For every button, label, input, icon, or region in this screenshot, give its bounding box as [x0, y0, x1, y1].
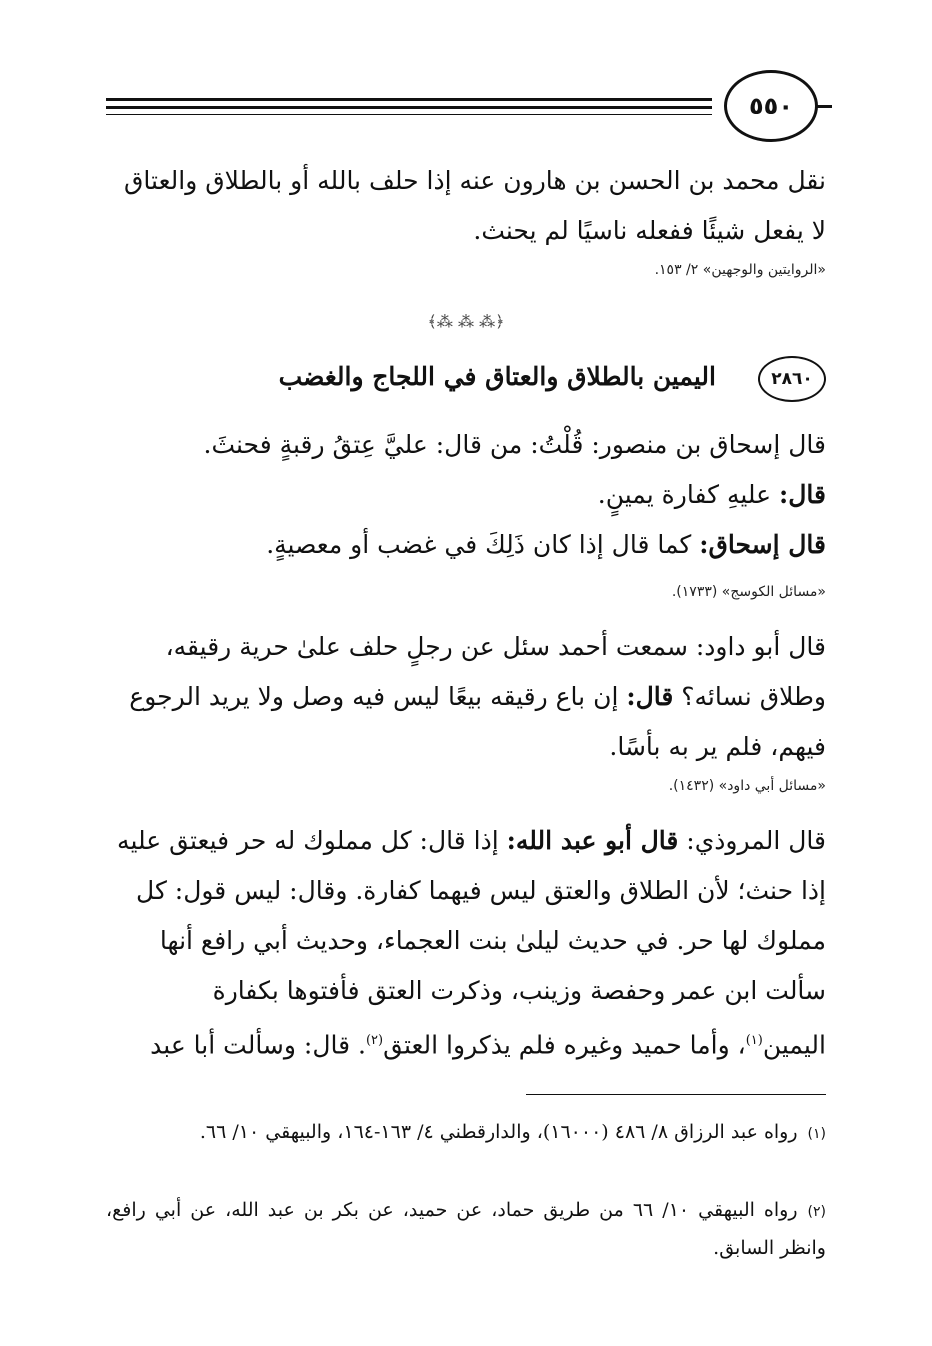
- footnote-ref[interactable]: (١): [745, 1033, 763, 1048]
- ornament-divider: ﴿⁂ ⁂ ⁂﴾: [427, 312, 505, 331]
- text-line: قال إسحاق بن منصور: قُلْتُ: من قال: عليَّ عِتقُ رقبةٍ فحنثَ.: [203, 430, 826, 459]
- paragraph-3: [106, 622, 826, 772]
- text-line: [106, 470, 826, 520]
- text-span: قال المروذي:: [678, 826, 826, 855]
- text-span: عليهِ كفارة يمينٍ.: [597, 480, 780, 509]
- text-line: إذا حنث؛ لأن الطلاق والعتق ليس فيهما كفارة. وقال: ليس قول: كل: [136, 876, 826, 905]
- section-heading: [106, 356, 826, 408]
- paragraph-2: [106, 420, 826, 570]
- footnote-number: (٢): [807, 1204, 826, 1220]
- text-line: سألت ابن عمر وحفصة وزينب، وذكرت العتق فأفتوها بكفارة: [212, 976, 826, 1005]
- text-line: قال أبو داود: سمعت أحمد سئل عن رجلٍ حلف علىٰ حرية رقيقه،: [165, 632, 826, 661]
- section-number: ٢٨٦٠: [758, 356, 826, 402]
- source-citation: «مسائل الكوسج» (١٧٣٣).: [671, 584, 826, 600]
- text-span: . قال: وسألت أبا عبد: [150, 1030, 366, 1060]
- text-line: لا يفعل شيئًا ففعله ناسيًا لم يحنث.: [473, 216, 826, 245]
- speaker-label: قال إسحاق:: [699, 530, 826, 559]
- text-line: [106, 672, 826, 722]
- header-rule: [106, 88, 832, 122]
- source-citation: «مسائل أبي داود» (١٤٣٢).: [668, 778, 826, 794]
- text-span: كما قال إذا كان ذَلِكَ في غضب أو معصيةٍ.: [266, 530, 700, 559]
- text-span: اليمين: [762, 1030, 826, 1060]
- footnote-text: رواه عبد الرزاق ٨/ ٤٨٦ (١٦٠٠٠)، والدارقطني ٤/ ١٦٣-١٦٤، والبيهقي ١٠/ ٦٦.: [199, 1121, 798, 1143]
- section-title: اليمين بالطلاق والعتاق في اللجاج والغضب: [278, 362, 716, 391]
- footnote-text: رواه البيهقي ١٠/ ٦٦ من طريق حماد، عن حميد، عن بكر بن عبد الله، عن أبي رافع، وانظر السابق.: [106, 1199, 826, 1259]
- text-line: [106, 520, 826, 570]
- footnote: [106, 1192, 826, 1266]
- text-span: إذا قال: كل مملوك له حر فيعتق عليه: [117, 826, 507, 855]
- text-line: مملوك لها حر. في حديث ليلىٰ بنت العجماء، وحديث أبي رافع أنها: [159, 926, 826, 955]
- page-number: ٥٥٠: [724, 70, 818, 142]
- text-line: [106, 816, 826, 866]
- text-span: إن باع رقيقه بيعًا ليس فيه وصل ولا يريد الرجوع: [129, 682, 627, 711]
- text-line: فيهم، فلم ير به بأسًا.: [609, 732, 826, 761]
- paragraph-1: [106, 156, 826, 256]
- text-span: وطلاق نسائه؟: [673, 682, 826, 711]
- text-line: [106, 1016, 826, 1070]
- footnote: [106, 1114, 826, 1152]
- footnote-divider: [526, 1094, 826, 1095]
- header-line: [106, 98, 712, 101]
- header-line: [816, 105, 832, 108]
- footnote-ref[interactable]: (٢): [365, 1033, 384, 1048]
- speaker-label: قال:: [779, 480, 826, 509]
- speaker-label: قال:: [626, 682, 674, 711]
- text-line: نقل محمد بن الحسن بن هارون عنه إذا حلف بالله أو بالطلاق والعتاق: [124, 166, 826, 195]
- source-citation: «الروايتين والوجهين» ٢/ ١٥٣.: [654, 262, 826, 278]
- speaker-label: قال أبو عبد الله:: [506, 826, 679, 855]
- paragraph-4: [106, 816, 826, 1070]
- text-span: ، وأما حميد وغيره فلم يذكروا العتق: [383, 1030, 746, 1060]
- header-line: [106, 114, 712, 115]
- footnote-number: (١): [807, 1126, 826, 1142]
- header-line: [106, 106, 712, 109]
